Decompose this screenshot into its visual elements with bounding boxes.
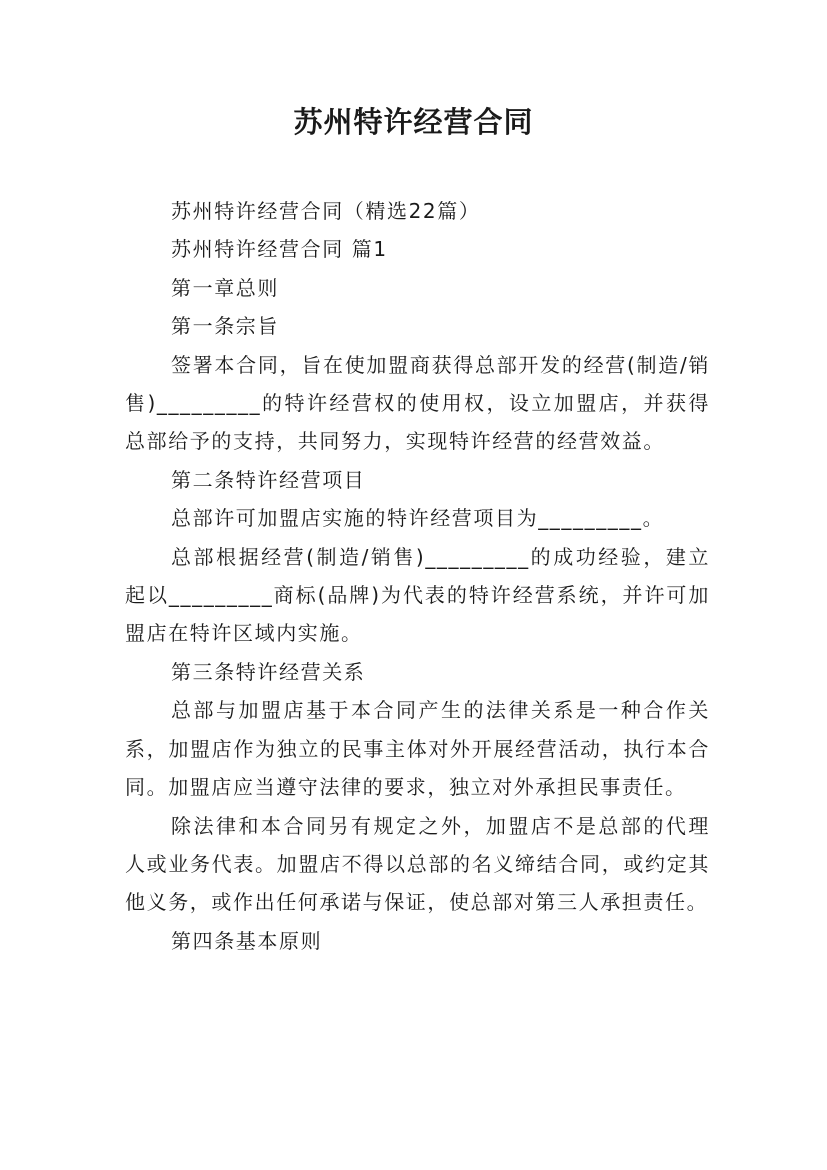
article-heading: 第四条基本原则 (171, 928, 323, 953)
paragraph-section-label: 苏州特许经营合同 篇1 (171, 237, 388, 262)
paragraph: 除法律和本合同另有规定之外，加盟店不是总部的代理人或业务代表。加盟店不得以总部的名义缔结合同，或约定其他义务，或作出任何承诺与保证，使总部对第三人承担责任。 (125, 813, 710, 915)
paragraph: 签署本合同，旨在使加盟商获得总部开发的经营(制造/销售)_________的特许经营权的使用权，设立加盟店，并获得总部给予的支持，共同努力，实现特许经营的经营效益。 (125, 352, 710, 454)
document-body (125, 192, 710, 960)
document-title: 苏州特许经营合同 (293, 105, 534, 139)
paragraph-subtitle: 苏州特许经营合同（精选22篇） (171, 199, 481, 223)
article-heading: 第二条特许经营项目 (171, 467, 366, 492)
paragraph: 总部许可加盟店实施的特许经营项目为_________。 (171, 506, 665, 531)
paragraph: 总部与加盟店基于本合同产生的法律关系是一种合作关系，加盟店作为独立的民事主体对外开展经营活动，执行本合同。加盟店应当遵守法律的要求，独立对外承担民事责任。 (125, 698, 710, 800)
article-heading: 第三条特许经营关系 (171, 659, 366, 684)
chapter-heading: 第一章总则 (171, 275, 279, 300)
paragraph: 总部根据经营(制造/销售)_________的成功经验，建立起以_________商标(品牌)为代表的特许经营系统，并许可加盟店在特许区域内实施。 (125, 544, 710, 646)
article-heading: 第一条宗旨 (171, 314, 279, 339)
